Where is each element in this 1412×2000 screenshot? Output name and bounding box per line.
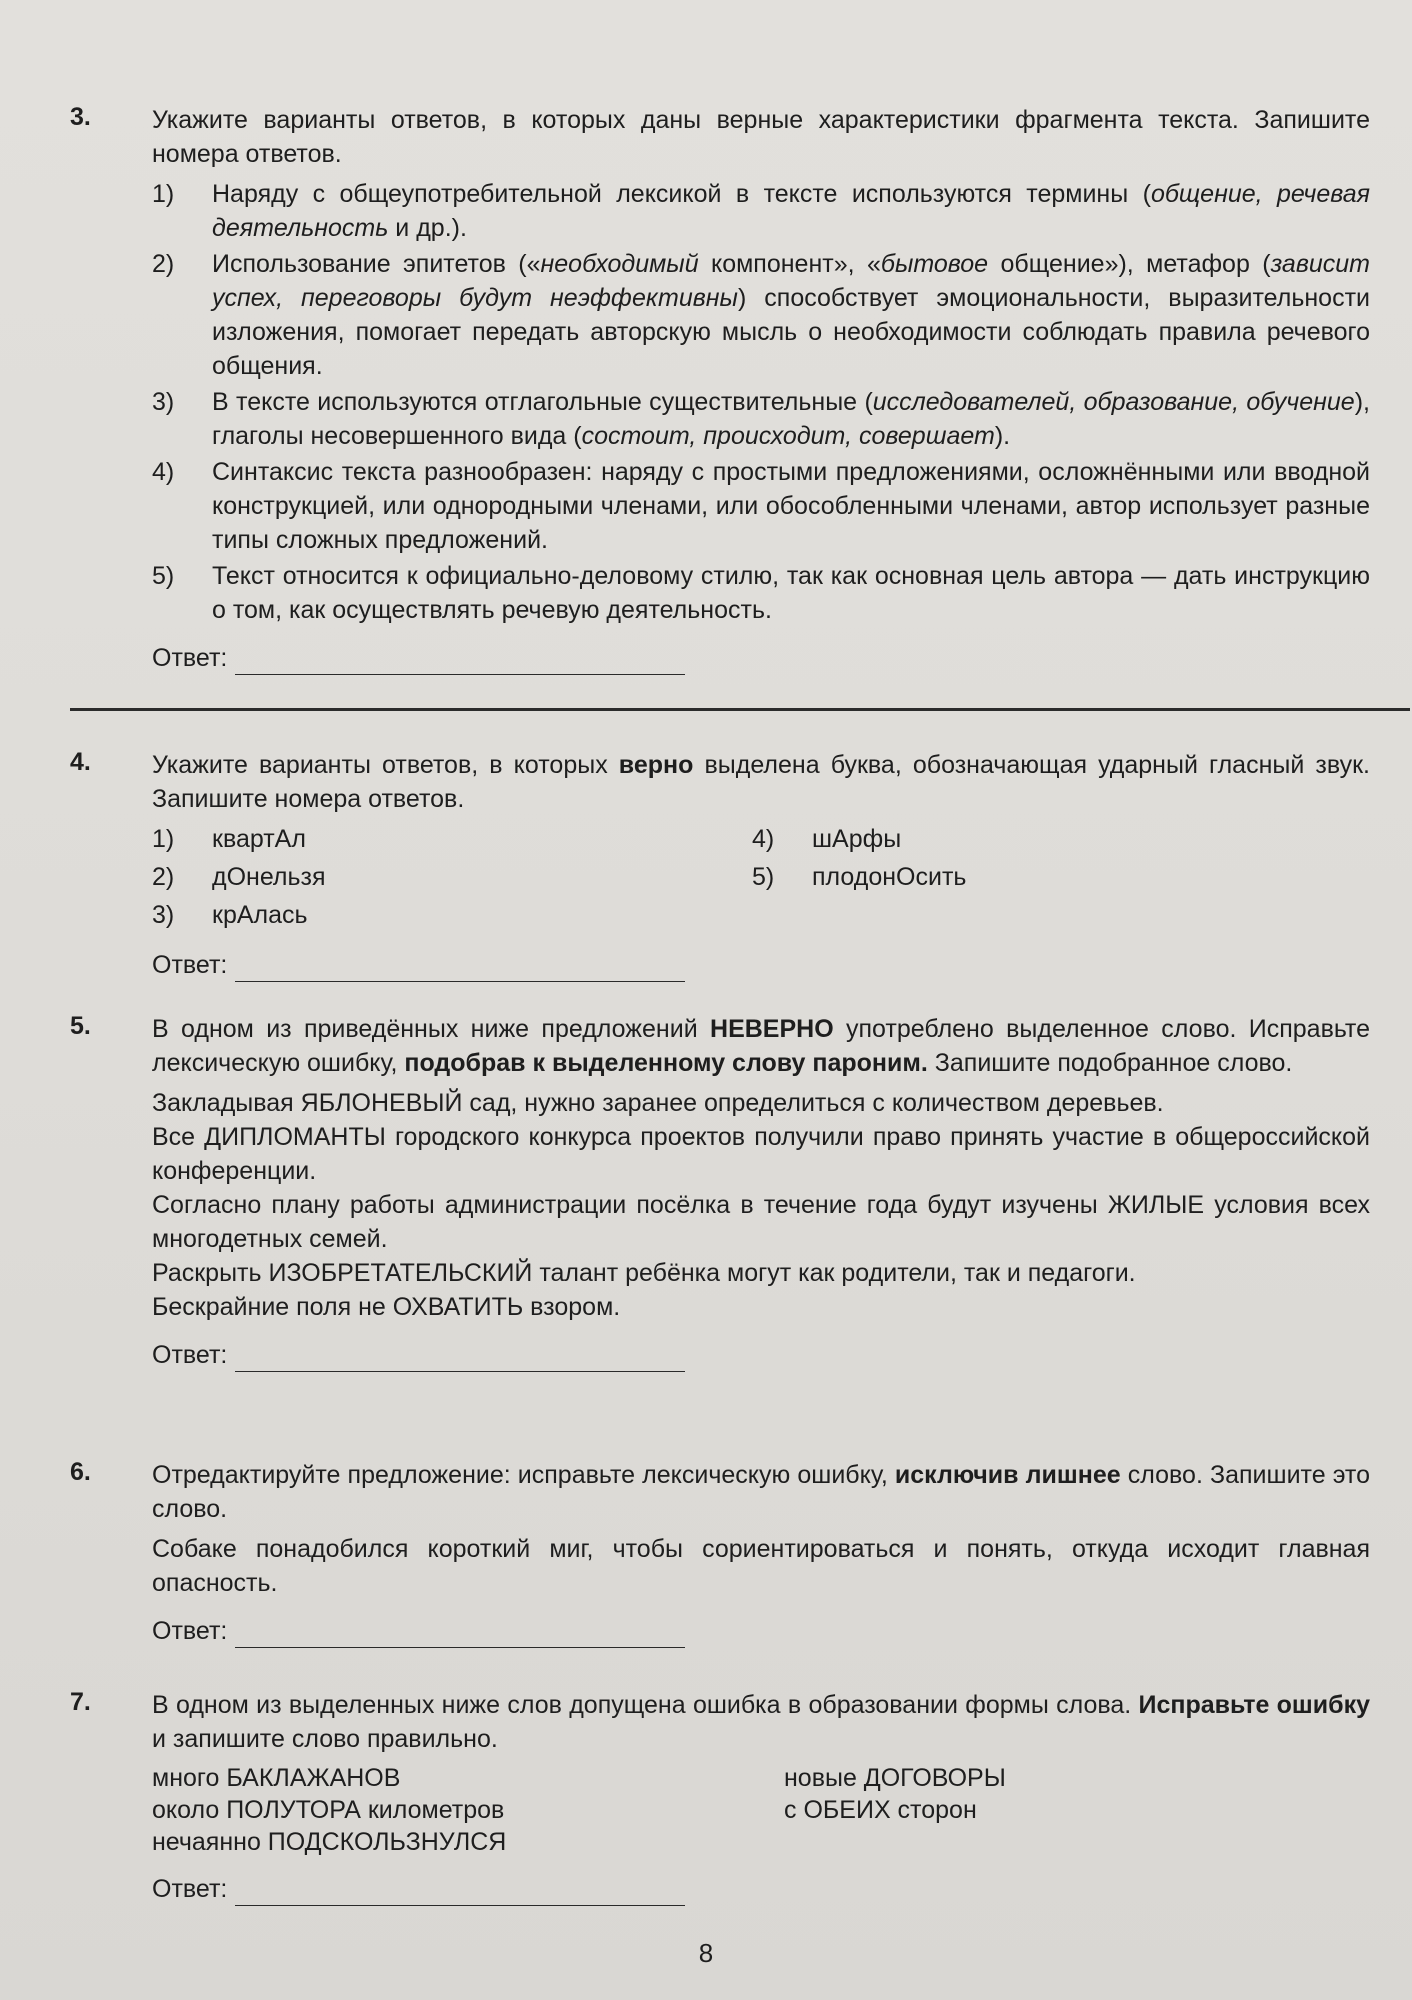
answer-field[interactable] [152,641,1370,675]
answer-label: Ответ: [152,951,228,979]
option-5: 5) плодонОсить [752,863,967,891]
word-item: много БАКЛАЖАНОВ [152,1764,401,1792]
page-number: 8 [698,1938,714,1968]
task-question: В одном из выделенных ниже слов допущена ошибка в образовании формы слова. Исправьте ошибку и запишите слово правильно. [152,1691,1370,1753]
sentence: Бескрайние поля не ОХВАТИТЬ взором. [152,1293,621,1321]
option-5: 5) Текст относится к официально-деловому стилю, так как основная цель автора — дать инструкцию о том, как осуществлять речевую деятельность. [152,562,1370,624]
task-number: 3. [70,103,91,131]
task-3 [70,103,1370,675]
answer-field[interactable] [152,1338,1370,1372]
answer-line[interactable] [235,955,685,982]
options-grid [152,822,1370,934]
option-3: 3) крАлась [152,901,308,929]
answer-label: Ответ: [152,1875,228,1903]
sentence: Все ДИПЛОМАНТЫ городского конкурса проектов получили право принять участие в общероссийской конференции. [152,1123,1370,1185]
word-list [152,1762,1370,1858]
answer-line[interactable] [235,1345,685,1372]
option-1: 1) квартАл [152,825,306,853]
task-number: 5. [70,1012,91,1040]
task-number: 7. [70,1688,91,1716]
task-5 [70,1012,1370,1372]
answer-line[interactable] [235,1621,685,1648]
sentence: Закладывая ЯБЛОНЕВЫЙ сад, нужно заранее определиться с количеством деревьев. [152,1089,1164,1117]
task-question: Укажите варианты ответов, в которых даны верные характеристики фрагмента текста. Запишите номера ответов. [152,106,1370,168]
option-2: 2) дОнельзя [152,863,326,891]
task-question: Отредактируйте предложение: исправьте лексическую ошибку, исключив лишнее слово. Запишите это слово. [152,1461,1371,1523]
option-3: 3) В тексте используются отглагольные существительные (исследователей, образование, обучение), глаголы несовершенного вида (состоит, происходит, совершает). [152,388,1370,450]
task-question: Укажите варианты ответов, в которых верно выделена буква, обозначающая ударный гласный звук. Запишите номера ответов. [152,751,1370,813]
answer-label: Ответ: [152,1341,228,1369]
sentence: Раскрыть ИЗОБРЕТАТЕЛЬСКИЙ талант ребёнка могут как родители, так и педагоги. [152,1259,1136,1287]
option-4: 4) шАрфы [752,825,902,853]
answer-line[interactable] [235,1879,685,1906]
answer-field[interactable] [152,1614,1370,1648]
word-item: новые ДОГОВОРЫ [784,1764,1006,1792]
answer-field[interactable] [152,1872,1370,1906]
word-item: с ОБЕИХ сторон [784,1796,977,1824]
task-4 [70,748,1370,982]
task-7 [70,1688,1370,1906]
task-number: 4. [70,748,91,776]
task-number: 6. [70,1458,91,1486]
section-divider [70,708,1410,711]
sentence: Согласно плану работы администрации посёлка в течение года будут изучены ЖИЛЫЕ условия всех многодетных семей. [152,1191,1370,1253]
sentence: Собаке понадобился короткий миг, чтобы сориентироваться и понять, откуда исходит главная опасность. [152,1535,1370,1597]
answer-label: Ответ: [152,644,228,672]
word-item: нечаянно ПОДСКОЛЬЗНУЛСЯ [152,1828,507,1856]
task-6 [70,1458,1370,1648]
option-2: 2) Использование эпитетов («необходимый компонент», «бытовое общение»), метафор (зависит успех, переговоры будут неэффективны) способствует эмоциональности, выразительности изложения, помогает передать авторскую мысль о необходимости соблюдать правила речевого общения. [152,250,1371,380]
option-1: 1) Наряду с общеупотребительной лексикой в тексте используются термины (общение, речевая деятельность и др.). [152,180,1371,242]
word-item: около ПОЛУТОРА километров [152,1796,505,1824]
option-4: 4) Синтаксис текста разнообразен: наряду с простыми предложениями, осложнёнными или вводной конструкцией, или однородными членами, или обособленными членами, автор использует разные типы сложных предложений. [152,458,1370,554]
answer-field[interactable] [152,948,1370,982]
answer-label: Ответ: [152,1617,228,1645]
answer-line[interactable] [235,648,685,675]
task-question: В одном из приведённых ниже предложений НЕВЕРНО употреблено выделенное слово. Исправьте лексическую ошибку, подобрав к выделенному слову пароним. Запишите подобранное слово. [152,1015,1371,1077]
